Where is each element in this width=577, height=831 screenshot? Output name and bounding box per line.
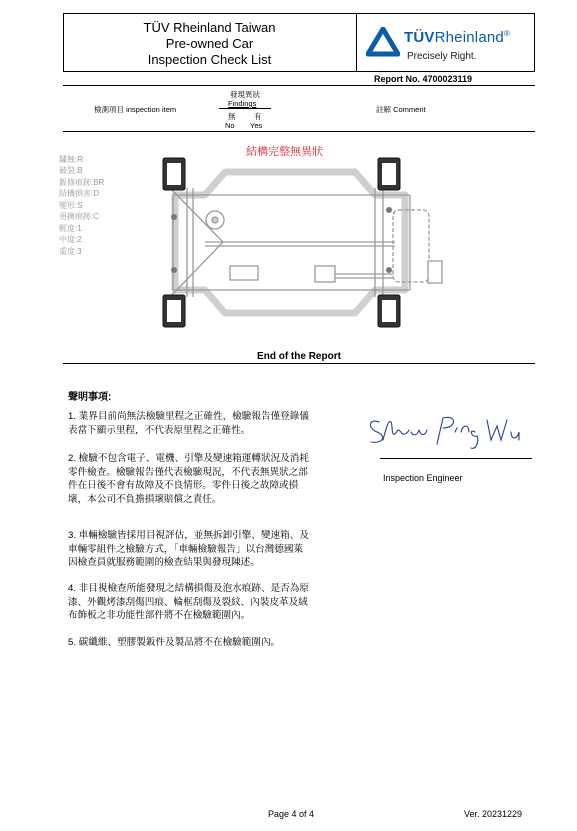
- note-5-line-1: 5. 碳纖維、塑膠製鈑件及製品將不在檢驗範圍內。: [68, 637, 281, 648]
- note-4-line-3: 布飾板之非功能性部件將不在檢驗範圍內。: [68, 610, 251, 622]
- note-2-line-3: 件在日後不會有故障及不良情形。零件日後之故障或損: [68, 480, 299, 492]
- legend-broken: 破裂:B: [59, 166, 83, 175]
- slogan: Precisely Right.: [407, 51, 477, 62]
- title-line-1: TÜV Rheinland Taiwan: [143, 20, 276, 35]
- table-header-rule: [63, 131, 535, 132]
- note-4-line-1: 4. 非目視檢查所能發現之結構損傷及泡水痕跡、是否為原: [68, 583, 309, 594]
- brand-name: [404, 29, 510, 46]
- findings-underline: [219, 108, 271, 109]
- note-3-line-1: 3. 車輛檢驗皆採用目視評估，並無拆卸引擎、變速箱、及: [68, 530, 309, 541]
- note-2: [68, 452, 350, 506]
- note-3-line-2: 車輛零組件之檢驗方式，「車輛檢驗報告」以台灣德國萊: [68, 543, 304, 555]
- signature-image: [365, 410, 535, 455]
- column-yes-en: Yes: [250, 121, 263, 130]
- report-number: Report No. 4700023119: [374, 74, 473, 84]
- note-4-line-2: 漆、外觀烤漆刮傷凹痕、輪框刮傷及裂紋、內裝皮革及絨: [68, 596, 308, 608]
- legend-rust: 鏽蝕:R: [59, 155, 83, 164]
- legend-deformation: 變形:S: [59, 201, 83, 210]
- legend-structural-damage: 結構損害:D: [59, 189, 99, 198]
- column-yes-zh: 有: [254, 112, 262, 121]
- column-findings-en: Findings: [228, 99, 257, 108]
- end-of-report: End of the Report: [257, 351, 341, 362]
- inspection-engineer-label: Inspection Engineer: [383, 473, 463, 483]
- note-1: [68, 410, 350, 437]
- legend-medium: 中度:2: [59, 235, 82, 244]
- note-2-line-4: 壞，本公司不負擔損壞賠償之責任。: [68, 493, 222, 505]
- tuv-triangle-icon: [366, 27, 400, 57]
- legend-severe: 重度:3: [59, 247, 82, 256]
- end-rule: [63, 363, 535, 364]
- column-no-en: No: [225, 121, 235, 130]
- note-2-line-1: 2. 檢驗不包含電子、電機、引擎及變速箱運轉狀況及消耗: [68, 453, 309, 464]
- note-3: [68, 529, 350, 570]
- conclusion-text: 結構完整無異狀: [246, 146, 323, 158]
- title-line-3: Inspection Check List: [147, 52, 272, 67]
- legend-light: 輕度:1: [59, 224, 82, 233]
- header-divider: [356, 13, 357, 72]
- brand-rheinland: Rheinland: [434, 29, 504, 46]
- table-top-rule: [63, 85, 535, 86]
- notes-title: 聲明事項:: [68, 392, 112, 403]
- note-5: [68, 636, 350, 650]
- note-1-line-1: 1. 業界目前尚無法檢驗里程之正確性，檢驗報告僅登錄儀: [68, 411, 309, 422]
- column-no-zh: 無: [228, 112, 236, 121]
- column-findings-zh: 發現異狀: [230, 90, 260, 99]
- version-label: Ver. 20231229: [464, 809, 523, 819]
- note-2-line-2: 零件檢查。檢驗報告僅代表檢驗現況，不代表無異狀之部: [68, 466, 308, 478]
- brand-registered: ®: [503, 29, 511, 38]
- note-4: [68, 582, 350, 623]
- brand-tuv: TÜV: [404, 29, 435, 46]
- legend-replacement: 更換痕跡:C: [59, 212, 99, 221]
- column-comment: 註解 Comment: [376, 105, 426, 114]
- chassis-diagram: [135, 150, 450, 335]
- note-3-line-3: 因檢查員就服務範圍的檢查結果與發現陳述。: [68, 557, 260, 569]
- page-number: Page 4 of 4: [268, 809, 315, 819]
- title-line-2: Pre-owned Car: [165, 36, 254, 51]
- signature-line: [380, 458, 532, 459]
- note-1-line-2: 表當下顯示里程，不代表原里程之正確性。: [68, 424, 251, 436]
- column-inspection-item: 檢測項目 inspection item: [94, 105, 177, 114]
- legend-bodywork: 鈑修痕跡:BR: [59, 178, 105, 187]
